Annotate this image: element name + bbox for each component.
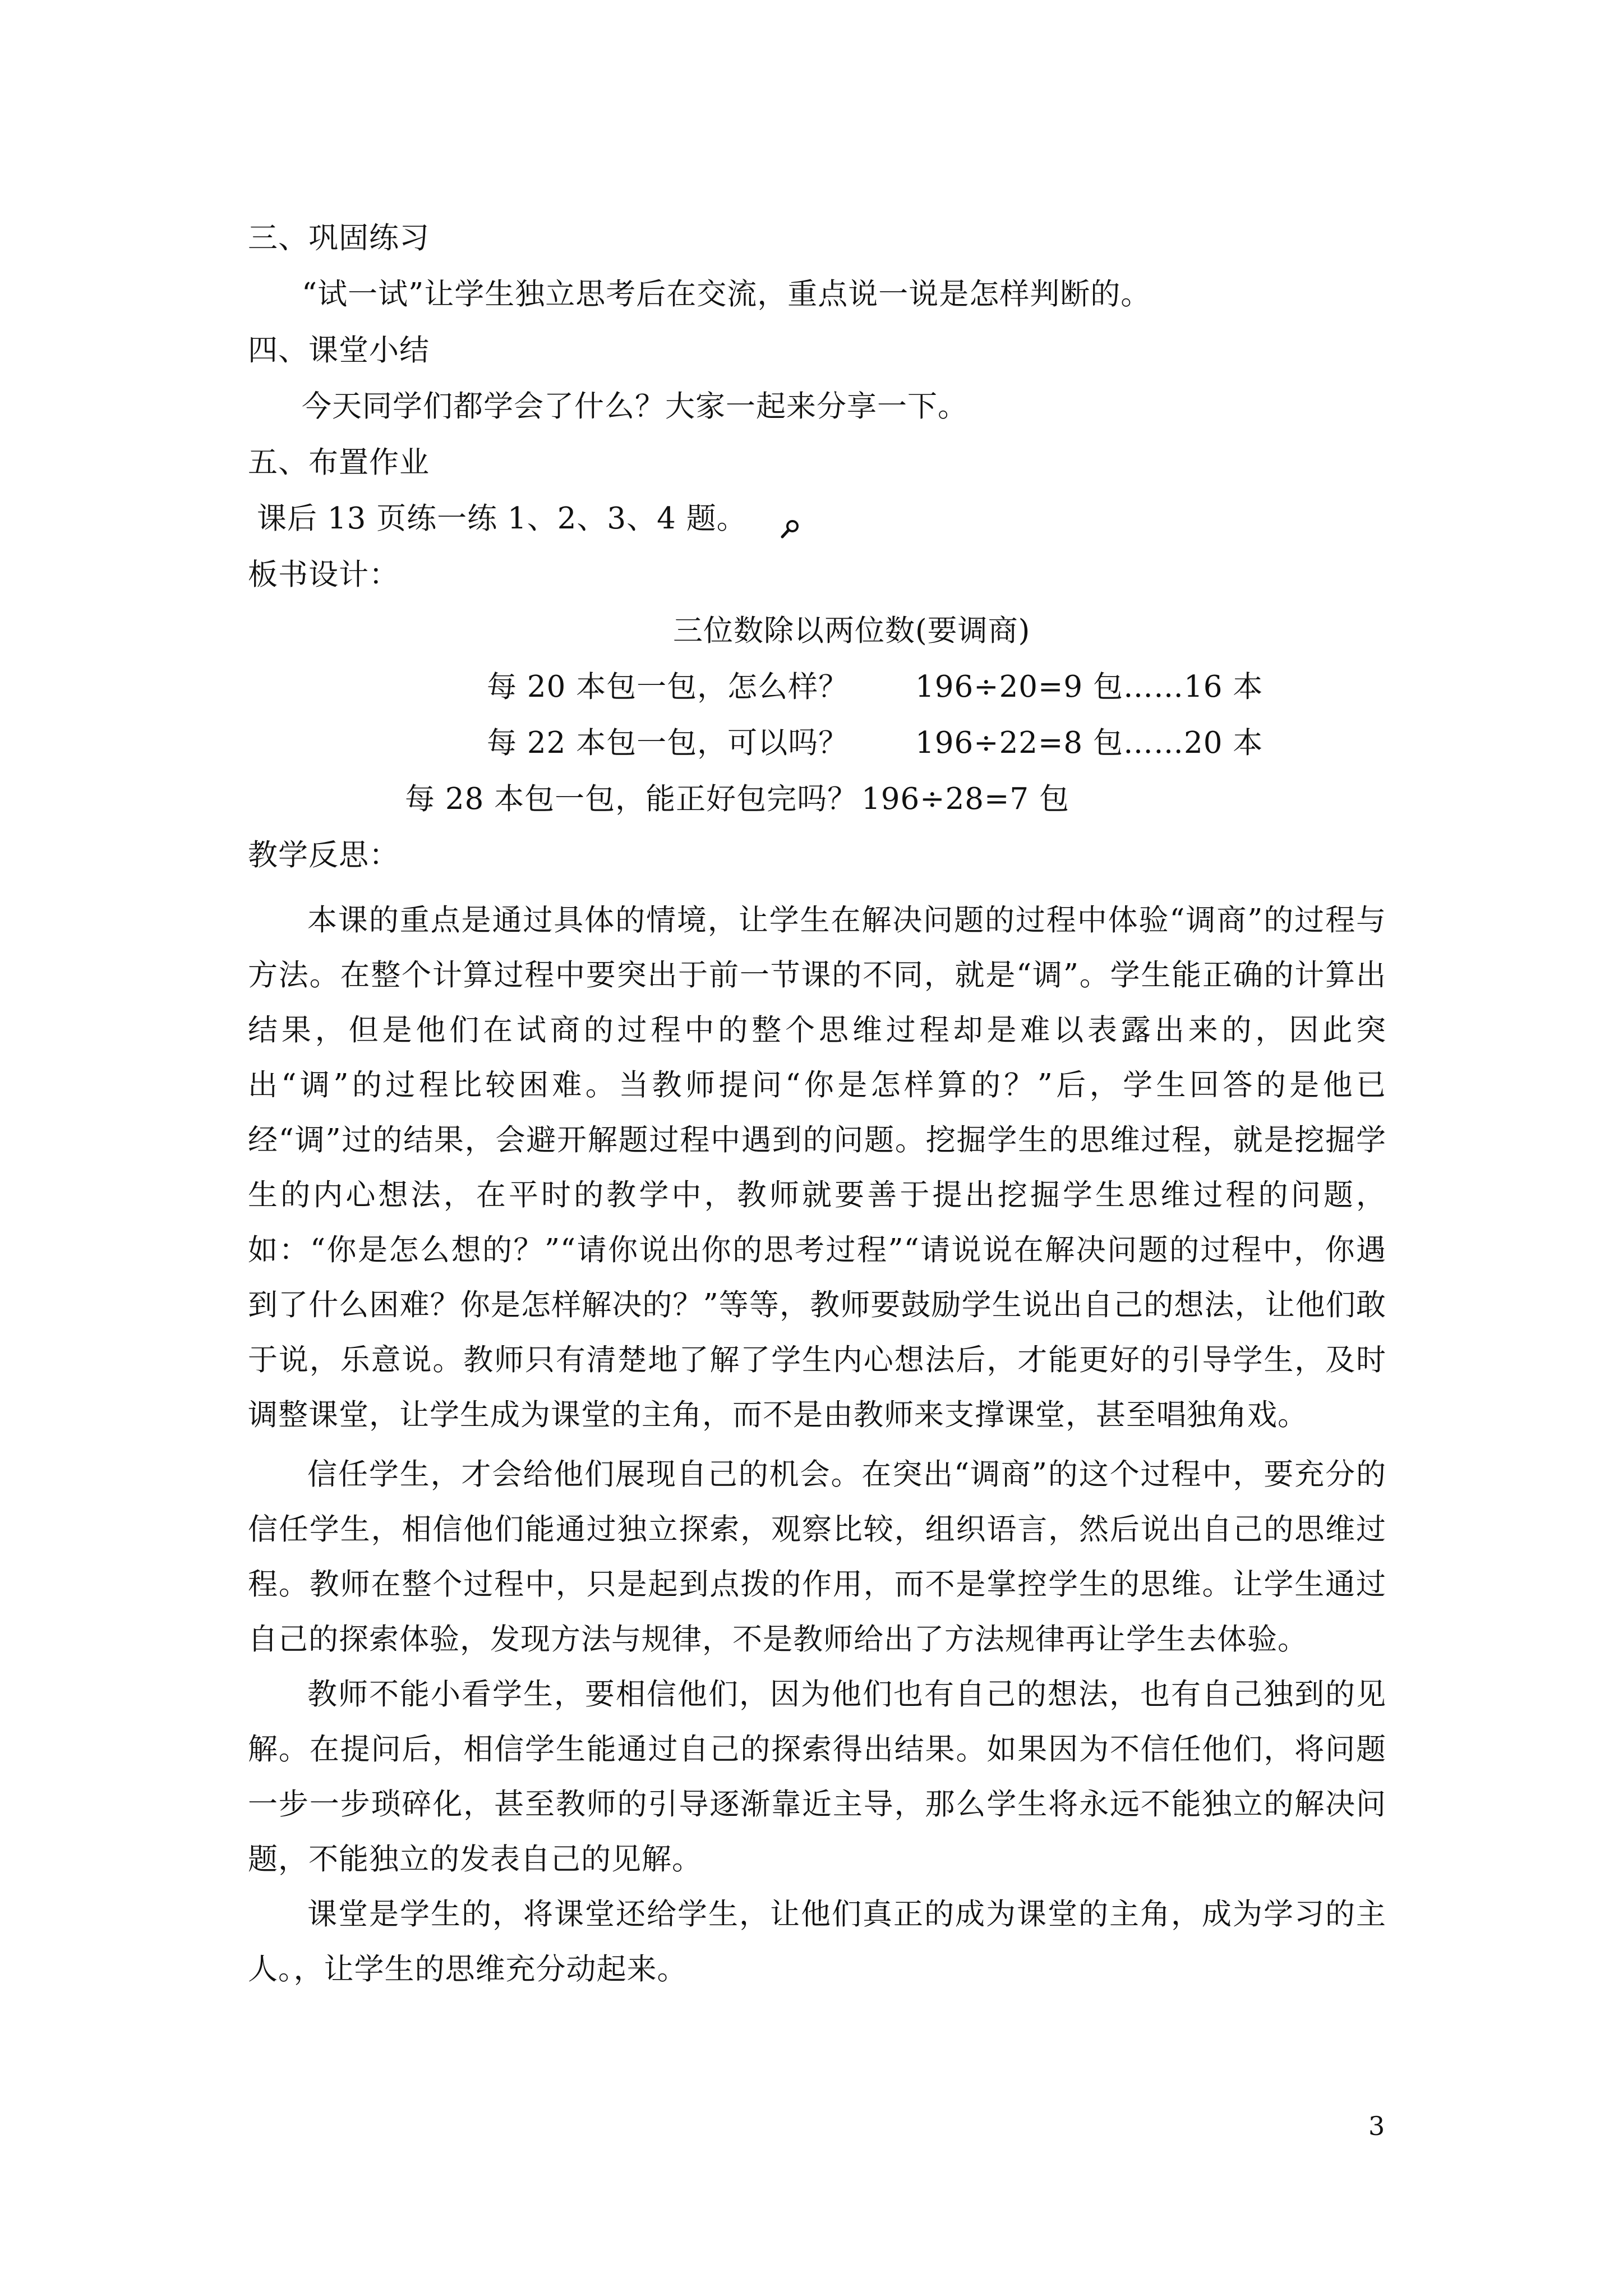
section-5-line xyxy=(257,499,801,539)
section-5-heading: 五、布置作业 xyxy=(248,445,430,480)
reflection-label: 教学反思： xyxy=(248,838,399,872)
board-row-1-question: 每 20 本包一包，怎么样？ xyxy=(487,670,849,704)
reflection-paragraph-3: 教师不能小看学生，要相信他们，因为他们也有自己的想法，也有自己独到的见解。在提问后，相信学生能通过自己的探索得出结果。如果因为不信任他们，将问题一步一步琐碎化，甚至教师的引导逐渐靠近主导，那么学生将永远不能独立的解决问题，不能独立的发表自己的见解。 xyxy=(248,1677,1386,1876)
reflection-paragraph-2: 信任学生，才会给他们展现自己的机会。在突出“调商”的这个过程中，要充分的信任学生，相信他们能通过独立探索，观察比较，组织语言，然后说出自己的思维过程。教师在整个过程中，只是起到点拨的作用，而不是掌控学生的思维。让学生通过自己的探索体验，发现方法与规律，不是教师给出了方法规律再让学生去体验。 xyxy=(248,1457,1386,1657)
reflection-paragraph-1: 本课的重点是通过具体的情境，让学生在解决问题的过程中体验“调商”的过程与方法。在整个计算过程中要突出于前一节课的不同，就是“调”。学生能正确的计算出结果，但是他们在试商的过程中的整个思维过程却是难以表露出来的，因此突出“调”的过程比较困难。当教师提问“你是怎样算的？”后，学生回答的是他已经“调”过的结果，会避开解题过程中遇到的问题。挖掘学生的思维过程，就是挖掘学生的内心想法，在平时的教学中，教师就要善于提出挖掘学生思维过程的问题，如：“你是怎么想的？”“请你说出你的思考过程”“请说说在解决问题的过程中，你遇到了什么困难？你是怎样解决的？”等等，教师要鼓励学生说出自己的想法，让他们敢于说，乐意说。教师只有清楚地了解了学生内心想法后，才能更好的引导学生，及时调整课堂，让学生成为课堂的主角，而不是由教师来支撑课堂，甚至唱独角戏。 xyxy=(248,903,1386,1432)
section-3-body: “试一试”让学生独立思考后在交流，重点说一说是怎样判断的。 xyxy=(302,277,1151,311)
board-row-2-question: 每 22 本包一包，可以吗？ xyxy=(487,726,849,760)
board-row-1-answer: 196÷20=9 包……16 本 xyxy=(915,670,1264,704)
board-title: 三位数除以两位数(要调商) xyxy=(673,614,1031,648)
page-number: 3 xyxy=(1368,2111,1385,2141)
board-row-3-answer: 196÷28=7 包 xyxy=(861,782,1069,816)
search-icon xyxy=(780,510,801,532)
board-design-label: 板书设计： xyxy=(248,558,399,592)
section-5-body: 课后 13 页练一练 1、2、3、4 题。 xyxy=(257,501,747,536)
section-4-body: 今天同学们都学会了什么？大家一起来分享一下。 xyxy=(302,389,968,424)
section-4-heading: 四、课堂小结 xyxy=(248,333,430,367)
board-row-2-answer: 196÷22=8 包……20 本 xyxy=(915,726,1264,760)
section-3-heading: 三、巩固练习 xyxy=(248,221,430,255)
reflection-paragraph-4: 课堂是学生的，将课堂还给学生，让他们真正的成为课堂的主角，成为学习的主人。，让学生的思维充分动起来。 xyxy=(248,1897,1386,1986)
board-row-3-question: 每 28 本包一包，能正好包完吗？ xyxy=(405,782,858,816)
